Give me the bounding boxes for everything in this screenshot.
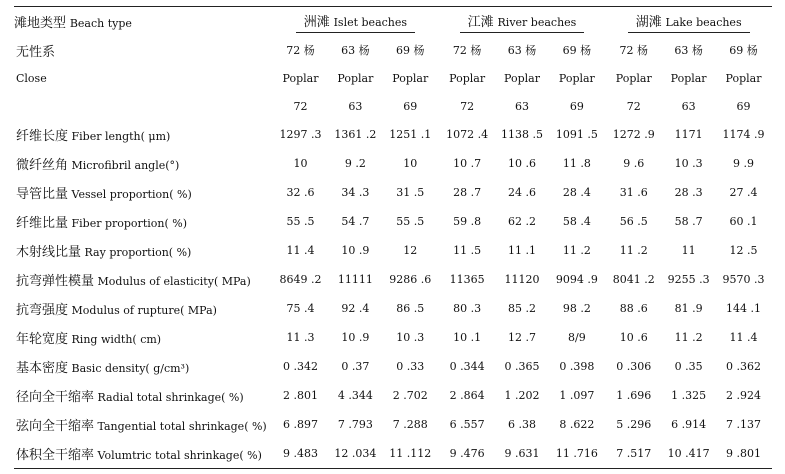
table-cell: 1171 (674, 128, 703, 141)
table-cell: 88 .6 (619, 302, 648, 315)
row-label-en: Fiber length( μm) (71, 130, 171, 143)
table-cell: 2 .924 (726, 389, 761, 402)
table-cell: 0 .342 (283, 360, 319, 373)
table-cell: 60 .1 (729, 215, 758, 228)
table-cell: 63 (348, 99, 363, 113)
group-label-en: Islet beaches (333, 15, 408, 29)
table-cell: 7 .137 (726, 418, 761, 431)
table-cell: 12 .5 (729, 244, 758, 257)
table-cell: 1072 .4 (446, 128, 489, 141)
row-label-cn: 抗弯弹性模量 (16, 274, 95, 289)
table-cell: 9570 .3 (722, 273, 765, 286)
table-cell: 0 .398 (559, 360, 595, 373)
beach-type-header (14, 7, 272, 37)
row-label (14, 120, 272, 149)
table-row (14, 120, 772, 149)
table-cell: 1 .097 (559, 389, 595, 402)
table-cell: 6 .897 (283, 418, 319, 431)
table-cell: 11 .716 (548, 439, 605, 469)
table-cell: 63 (514, 99, 529, 113)
table-cell: 69 (569, 99, 584, 113)
row-label-cn: 年轮宽度 (16, 332, 69, 347)
row-label (14, 265, 272, 294)
table-cell: 12 (403, 244, 418, 257)
table-row (14, 265, 772, 294)
table-cell: 69 杨 (562, 44, 592, 57)
table-cell: 1361 .2 (334, 128, 377, 141)
table-cell: 2 .702 (392, 389, 428, 402)
row-label (14, 352, 272, 381)
table-cell: 98 .2 (562, 302, 591, 315)
table-cell: 72 杨 (619, 44, 648, 57)
table-cell: 0 .344 (449, 360, 485, 373)
table-cell: 63 杨 (341, 44, 370, 57)
table-row (14, 92, 772, 120)
table-cell: 9255 .3 (667, 273, 710, 286)
table-cell: Poplar (615, 71, 652, 85)
table-row (14, 410, 772, 439)
table-cell: 11365 (449, 273, 485, 286)
table-cell: 0 .306 (616, 360, 652, 373)
table-cell: 11 .4 (286, 244, 315, 257)
row-label-cn: 径向全干缩率 (16, 390, 95, 405)
table-cell: 9 .9 (733, 157, 754, 170)
group-label-en: River beaches (497, 15, 577, 29)
table-cell: 9 .483 (272, 439, 329, 469)
row-label-cn: 基本密度 (16, 361, 69, 376)
table-row (14, 323, 772, 352)
group-label-cn: 湖滩 (635, 14, 662, 30)
table-cell: 10 .6 (507, 157, 536, 170)
group-header-lake (605, 7, 772, 37)
table-cell: 11 .4 (729, 331, 758, 344)
table-cell: 1272 .9 (612, 128, 655, 141)
table-cell: 31 .5 (396, 186, 425, 199)
table-cell: 58 .4 (562, 215, 591, 228)
table-cell: 10 .1 (453, 331, 482, 344)
table-cell: 69 杨 (395, 44, 425, 57)
table-cell: 31 .6 (619, 186, 648, 199)
table-cell: 81 .9 (674, 302, 703, 315)
table-cell: 62 .2 (507, 215, 536, 228)
table-cell: 69 (736, 99, 751, 113)
table-cell: 1138 .5 (500, 128, 543, 141)
row-label-cn: 抗弯强度 (16, 303, 69, 318)
table-cell: 10 (293, 157, 308, 170)
row-label (14, 294, 272, 323)
row-label-en: Ray proportion( %) (84, 246, 192, 259)
table-cell: 11 (681, 244, 696, 257)
row-label (14, 36, 272, 64)
table-cell: 1 .202 (504, 389, 540, 402)
table-cell: 1251 .1 (389, 128, 432, 141)
row-label-en: Volumtric total shrinkage( %) (97, 449, 262, 462)
table-cell: 56 .5 (619, 215, 648, 228)
table-row (14, 236, 772, 265)
table-cell: 9 .801 (715, 439, 772, 469)
table-cell: 5 .296 (616, 418, 652, 431)
table-cell: 8649 .2 (279, 273, 322, 286)
table-header-row (14, 7, 772, 37)
table-cell: 2 .864 (449, 389, 485, 402)
table-cell: 10 .6 (619, 331, 648, 344)
table-cell: 11 .8 (562, 157, 591, 170)
table-cell: 10 .3 (396, 331, 425, 344)
table-cell: 28 .3 (674, 186, 703, 199)
table-cell: 9286 .6 (389, 273, 432, 286)
table-cell: 54 .7 (341, 215, 370, 228)
row-label-en: Modulus of rupture( MPa) (71, 304, 217, 317)
row-label (14, 323, 272, 352)
table-cell: 55 .5 (286, 215, 315, 228)
row-label-en: Modulus of elasticity( MPa) (97, 275, 251, 288)
row-label (14, 207, 272, 236)
table-cell: 6 .914 (671, 418, 707, 431)
row-label-en: Tangential total shrinkage( %) (97, 420, 267, 433)
table-cell: Poplar (282, 71, 319, 85)
row-label (14, 236, 272, 265)
group-label-cn: 洲滩 (303, 14, 330, 30)
table-cell: 63 杨 (674, 44, 703, 57)
row-label-en: Ring width( cm) (71, 333, 162, 346)
table-cell: 9094 .9 (555, 273, 598, 286)
table-cell: 86 .5 (396, 302, 425, 315)
row-label-cn: 导管比量 (16, 187, 69, 202)
row-label-cn: 纤维长度 (16, 129, 69, 144)
table-cell: 8/9 (568, 331, 586, 344)
table-cell: 0 .365 (504, 360, 540, 373)
table-cell: 80 .3 (453, 302, 482, 315)
table-cell: 10 .9 (341, 331, 370, 344)
group-label-cn: 江滩 (467, 14, 494, 30)
row-label-cn: 弦向全干缩率 (16, 419, 95, 434)
row-label-en: Basic density( g/cm³) (71, 362, 190, 375)
table-cell: 32 .6 (286, 186, 315, 199)
row-label-en: Vessel proportion( %) (71, 188, 192, 201)
table-cell: 72 杨 (452, 44, 482, 57)
table-cell: Poplar (725, 71, 762, 85)
table-cell: 69 (403, 99, 418, 113)
table-cell: 4 .344 (337, 389, 373, 402)
table-cell: 11 .112 (382, 439, 439, 469)
table-cell: 0 .362 (726, 360, 761, 373)
table-cell: 28 .4 (562, 186, 591, 199)
row-label-cn: 微纤丝角 (16, 158, 69, 173)
table-cell: 0 .35 (674, 360, 703, 373)
table-cell: 0 .33 (396, 360, 425, 373)
table-cell: 9 .476 (439, 439, 496, 469)
table-cell: 9 .2 (344, 157, 366, 170)
row-label-cn: 木射线比量 (16, 245, 82, 260)
group-label-en: Lake beaches (665, 15, 742, 29)
table-row (14, 381, 772, 410)
group-header-river (439, 7, 606, 37)
table-cell: 7 .793 (337, 418, 373, 431)
row-label (14, 64, 272, 92)
table-cell: 1091 .5 (555, 128, 598, 141)
table-cell: 8041 .2 (612, 273, 655, 286)
table-cell: 72 杨 (286, 44, 315, 57)
table-cell: 11120 (504, 273, 540, 286)
table-row (14, 439, 772, 469)
row-label-cn: 无性系 (16, 44, 56, 60)
table-row (14, 207, 772, 236)
table-cell: 28 .7 (453, 186, 482, 199)
table-cell: 11 .2 (562, 244, 591, 257)
table-cell: 72 (293, 99, 308, 113)
table-cell: 11111 (337, 273, 373, 286)
table-row (14, 352, 772, 381)
table-row (14, 178, 772, 207)
table-cell: 10 .7 (453, 157, 482, 170)
table-cell: 27 .4 (729, 186, 758, 199)
row-label-en: Fiber proportion( %) (71, 217, 187, 230)
table-cell: 11 .3 (286, 331, 315, 344)
table-cell: 55 .5 (396, 215, 425, 228)
table-cell: 10 .3 (674, 157, 703, 170)
beach-type-properties-table (14, 6, 772, 469)
row-label (14, 410, 272, 439)
table-cell: 12 .7 (507, 331, 536, 344)
table-cell: 1 .325 (671, 389, 707, 402)
table-cell: 7 .517 (605, 439, 662, 469)
table-cell: 58 .7 (674, 215, 703, 228)
row-label (14, 92, 272, 120)
table-cell: 72 (626, 99, 641, 113)
table-cell: 92 .4 (341, 302, 370, 315)
group-header-islet (272, 7, 439, 37)
table-cell: 2 .801 (283, 389, 319, 402)
row-label-en: Radial total shrinkage( %) (97, 391, 244, 404)
table-cell: 72 (460, 99, 475, 113)
table-cell: 10 (403, 157, 418, 170)
table-cell: Poplar (504, 71, 540, 85)
table-cell: 85 .2 (507, 302, 536, 315)
table-cell: Poplar (558, 71, 595, 85)
table-row (14, 64, 772, 92)
header-label-en: Beach type (69, 17, 132, 30)
table-cell: 12 .034 (329, 439, 382, 469)
table-cell: 0 .37 (341, 360, 370, 373)
table-cell: 11 .2 (619, 244, 648, 257)
table-cell: 11 .1 (507, 244, 536, 257)
table-cell: 1174 .9 (722, 128, 765, 141)
row-label-en: Close (16, 71, 47, 85)
table-cell: 6 .557 (449, 418, 485, 431)
table-cell: 69 杨 (729, 44, 758, 57)
table-cell: 144 .1 (726, 302, 761, 315)
table-cell: 7 .288 (392, 418, 428, 431)
table-cell: 24 .6 (507, 186, 536, 199)
table-cell: 34 .3 (341, 186, 370, 199)
table-cell: Poplar (670, 71, 707, 85)
row-label-en: Microfibril angle(°) (71, 159, 180, 172)
header-label-cn: 滩地类型 (14, 16, 67, 31)
table-cell: 10 .9 (341, 244, 370, 257)
table-cell: Poplar (337, 71, 374, 85)
table-cell: 59 .8 (453, 215, 482, 228)
table-cell: 6 .38 (507, 418, 536, 431)
table-cell: 75 .4 (286, 302, 315, 315)
table-cell: 9 .631 (496, 439, 549, 469)
row-label (14, 381, 272, 410)
table-cell: 11 .5 (453, 244, 482, 257)
table-row (14, 294, 772, 323)
row-label (14, 439, 272, 469)
table-cell: Poplar (392, 71, 429, 85)
table-cell: 11 .2 (674, 331, 703, 344)
table-cell: 63 杨 (507, 44, 537, 57)
table-cell: 1 .696 (616, 389, 652, 402)
row-label (14, 149, 272, 178)
table-cell: 9 .6 (623, 157, 645, 170)
row-label (14, 178, 272, 207)
row-label-cn: 体积全干缩率 (16, 448, 95, 463)
table-cell: 10 .417 (662, 439, 715, 469)
table-cell: 1297 .3 (279, 128, 322, 141)
table-body (14, 36, 772, 469)
table-cell: 8 .622 (559, 418, 595, 431)
row-label-cn: 纤维比量 (16, 216, 69, 231)
table-cell: Poplar (449, 71, 486, 85)
table-row (14, 149, 772, 178)
table-row (14, 36, 772, 64)
table-cell: 63 (681, 99, 696, 113)
